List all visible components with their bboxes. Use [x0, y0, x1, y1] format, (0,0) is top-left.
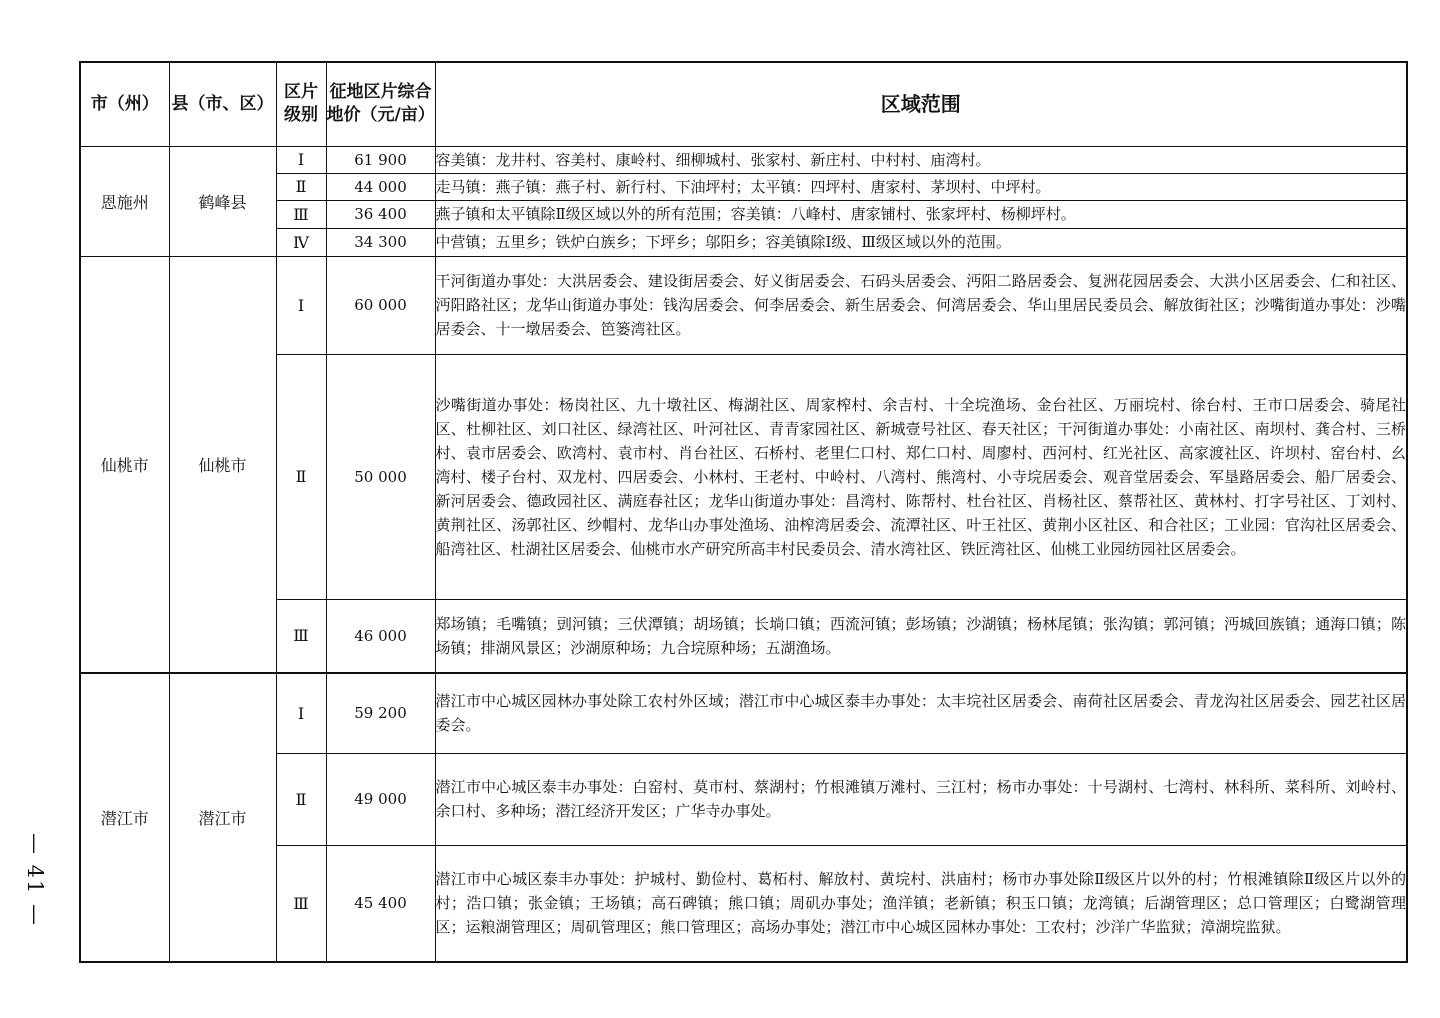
- level-cell: Ⅰ: [276, 673, 326, 753]
- table-row: [80, 354, 1407, 599]
- price-cell: 34 300: [326, 228, 435, 256]
- price-cell: 50 000: [326, 354, 435, 599]
- table-row: [80, 256, 1407, 354]
- header-level: 区片级别: [276, 62, 326, 146]
- range-cell: 燕子镇和太平镇除Ⅱ级区域以外的所有范围；容美镇：八峰村、唐家铺村、张家坪村、杨柳坪村。: [435, 200, 1407, 228]
- level-cell: Ⅱ: [276, 354, 326, 599]
- header-county: 县（市、区）: [169, 62, 276, 146]
- header-row: [80, 62, 1407, 146]
- level-cell: Ⅱ: [276, 753, 326, 845]
- level-cell: Ⅳ: [276, 228, 326, 256]
- level-cell: Ⅰ: [276, 146, 326, 173]
- header-price: 征地区片综合地价（元/亩）: [326, 62, 435, 146]
- price-cell: 44 000: [326, 173, 435, 200]
- table-row: [80, 146, 1407, 173]
- range-cell: 潜江市中心城区泰丰办事处：白窑村、莫市村、蔡湖村；竹根滩镇万滩村、三江村；杨市办事处：十号湖村、七湾村、林科所、菜科所、刘岭村、余口村、多种场；潜江经济开发区；广华寺办事处。: [435, 753, 1407, 845]
- price-cell: 59 200: [326, 673, 435, 753]
- level-cell: Ⅲ: [276, 845, 326, 962]
- price-cell: 46 000: [326, 599, 435, 673]
- price-cell: 45 400: [326, 845, 435, 962]
- table-row: [80, 599, 1407, 673]
- header-range: 区域范围: [435, 62, 1407, 146]
- table-row: [80, 673, 1407, 753]
- level-cell: Ⅰ: [276, 256, 326, 354]
- range-cell: 干河街道办事处：大洪居委会、建设街居委会、好义街居委会、石码头居委会、沔阳二路居委会、复洲花园居委会、大洪小区居委会、仁和社区、沔阳路社区；龙华山街道办事处：钱沟居委会、何李居委会、新生居委会、何湾居委会、华山里居民委员会、解放街社区；沙嘴街道办事处：沙嘴居委会、十一墩居委会、笆篓湾社区。: [435, 256, 1407, 354]
- header-city: 市（州）: [80, 62, 169, 146]
- range-cell: 走马镇：燕子镇：燕子村、新行村、下油坪村；太平镇：四坪村、唐家村、茅坝村、中坪村。: [435, 173, 1407, 200]
- page-number-text: — 41 —: [23, 832, 48, 928]
- table-row: [80, 200, 1407, 228]
- level-cell: Ⅲ: [276, 200, 326, 228]
- range-cell: 沙嘴街道办事处：杨岗社区、九十墩社区、梅湖社区、周家榨村、余吉村、十全垸渔场、金台社区、万丽垸村、徐台村、王市口居委会、骑尾社区、杜柳社区、刘口社区、绿湾社区、叶河社区、青青家园社区、新城壹号社区、春天社区；干河街道办事处：小南社区、南坝村、龚合村、三桥村、袁市居委会、欧湾村、袁市村、肖台社区、石桥村、老里仁口村、郑仁口村、周廖村、西河村、红光社区、高家渡社区、许坝村、窑台村、幺湾村、楼子台村、双龙村、四居委会、小林村、王老村、中岭村、八湾村、熊湾村、小寺垸居委会、观音堂居委会、军垦路居委会、船厂居委会、新河居委会、德政园社区、满庭春社区；龙华山街道办事处：昌湾村、陈帮村、杜台社区、肖杨社区、蔡帮社区、黄林村、打字号社区、丁刘村、黄荆社区、汤郭社区、纱帽村、龙华山办事处渔场、油榨湾居委会、流潭社区、叶王社区、黄荆小区社区、和合社区；工业园：官沟社区居委会、船湾社区、杜湖社区居委会、仙桃市水产研究所高丰村民委员会、清水湾社区、铁匠湾社区、仙桃工业园纺园社区居委会。: [435, 354, 1407, 599]
- range-cell: 郑场镇；毛嘴镇；剅河镇；三伏潭镇；胡场镇；长埫口镇；西流河镇；彭场镇；沙湖镇；杨林尾镇；张沟镇；郭河镇；沔城回族镇；通海口镇；陈场镇；排湖风景区；沙湖原种场；九合垸原种场；五湖渔场。: [435, 599, 1407, 673]
- price-cell: 60 000: [326, 256, 435, 354]
- county-cell: 仙桃市: [169, 256, 276, 673]
- land-price-table: [79, 61, 1408, 963]
- price-cell: 61 900: [326, 146, 435, 173]
- range-cell: 潜江市中心城区园林办事处除工农村外区域；潜江市中心城区泰丰办事处：太丰垸社区居委会、南荷社区居委会、青龙沟社区居委会、园艺社区居委会。: [435, 673, 1407, 753]
- table-row: [80, 228, 1407, 256]
- range-cell: 容美镇：龙井村、容美村、康岭村、细柳城村、张家村、新庄村、中村村、庙湾村。: [435, 146, 1407, 173]
- level-cell: Ⅲ: [276, 599, 326, 673]
- table-row: [80, 753, 1407, 845]
- table-row: [80, 845, 1407, 962]
- page-number: [20, 805, 50, 955]
- city-cell: 恩施州: [80, 146, 169, 256]
- city-cell: 仙桃市: [80, 256, 169, 673]
- county-cell: 潜江市: [169, 673, 276, 962]
- range-cell: 中营镇；五里乡；铁炉白族乡；下坪乡；邬阳乡；容美镇除Ⅰ级、Ⅲ级区域以外的范围。: [435, 228, 1407, 256]
- price-cell: 49 000: [326, 753, 435, 845]
- price-cell: 36 400: [326, 200, 435, 228]
- city-cell: 潜江市: [80, 673, 169, 962]
- level-cell: Ⅱ: [276, 173, 326, 200]
- table-row: [80, 173, 1407, 200]
- county-cell: 鹤峰县: [169, 146, 276, 256]
- range-cell: 潜江市中心城区泰丰办事处：护城村、勤俭村、葛柘村、解放村、黄垸村、洪庙村；杨市办事处除Ⅱ级区片以外的村；竹根滩镇除Ⅱ级区片以外的村；浩口镇；张金镇；王场镇；高石碑镇；熊口镇；周矶办事处；渔洋镇；老新镇；积玉口镇；龙湾镇；后湖管理区；总口管理区；白鹭湖管理区；运粮湖管理区；周矶管理区；熊口管理区；高场办事处；潜江市中心城区园林办事处：工农村；沙洋广华监狱；漳湖垸监狱。: [435, 845, 1407, 962]
